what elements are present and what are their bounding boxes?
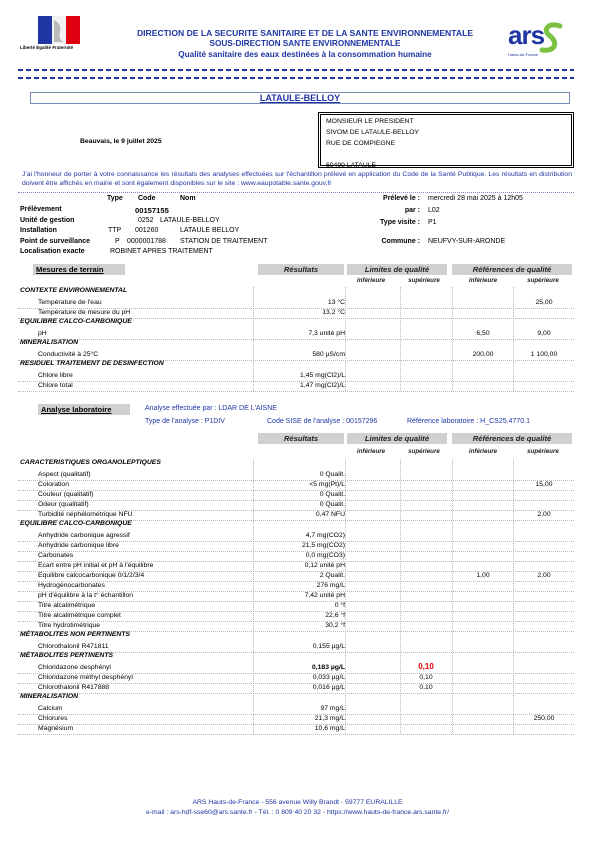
section-label: MINERALISATION	[20, 693, 79, 700]
header-line-2: SOUS-DIRECTION SANTE ENVIRONNEMENTALE	[209, 39, 401, 48]
result-value: 21,3 mg/L	[314, 715, 345, 722]
param-name: pH	[38, 330, 47, 337]
republique-logo	[18, 16, 106, 58]
footer-line-1: ARS Hauts-de-France - 556 avenue Willy Brandt - 59777 EURALILLE	[192, 799, 403, 806]
ars-logo	[508, 20, 572, 60]
intro-text: J'ai l'honneur de porter à votre connaissance les résultats des analyses effectuées sur l'échantillon prélevé en application du Code de la Santé Publique. Les résultats en distribution doivent être affichés en mairie et sont également disponibles sur le site : www.eaupotable.sante.gouv.fr	[22, 171, 572, 187]
param-name: Equilibre calcocarbonique 0/1/2/3/4	[38, 572, 145, 579]
param-name: Aspect (qualitatif)	[38, 471, 91, 478]
result-value: 276 mg/L	[316, 582, 345, 589]
terrain-lim-inf: inférieure	[356, 277, 386, 284]
section-heading	[18, 339, 574, 350]
installation-label: Installation	[20, 227, 57, 234]
section-label: MÉTABOLITES NON PERTINENTS	[20, 631, 131, 638]
ref-superior: 15,00	[535, 481, 553, 488]
address-line-4	[326, 149, 419, 160]
param-name: pH d'équilibre à la t° échantillon	[38, 592, 134, 599]
point-type: P	[115, 238, 120, 245]
ars-logo-text: ars	[508, 20, 545, 50]
result-value: 0,033 µg/L	[312, 674, 345, 681]
localisation-value: ROBINET APRES TRAITEMENT	[110, 248, 213, 255]
result-value: 97 mg/L	[320, 705, 345, 712]
address-block	[326, 116, 419, 171]
footer-line-2: e-mail : ars-hdf-sse60@ars.sante.fr - Tél. : 0 809 40 20 32 - https://www.hauts-de-france.ars.sante.fr/	[146, 809, 449, 816]
result-value: 1,47 mg(Cl2)/L	[300, 382, 345, 389]
section-label: CONTEXTE ENVIRONNEMENTAL	[20, 287, 128, 294]
param-name: Anhydride carbonique agressif	[38, 532, 130, 539]
column-divider	[400, 287, 401, 391]
result-value: 13 °C	[327, 299, 345, 306]
installation-code: 001260	[135, 227, 159, 234]
result-value: 2 Qualit.	[319, 572, 345, 579]
param-name: Titre alcalimétrique	[38, 602, 96, 609]
installation-type: TTP	[108, 227, 122, 234]
result-value: 0,12 unité pH	[304, 562, 345, 569]
param-name: Chloridazone desphényl	[38, 664, 111, 671]
labo-lim-inf: inférieure	[356, 448, 386, 455]
result-value: 0 °f	[334, 602, 345, 609]
terrain-limits-header: Limites de qualité	[364, 265, 430, 274]
result-value: 0 Qualit.	[319, 471, 345, 478]
result-value: 4,7 mg(CO2)	[305, 532, 345, 539]
labo-effectuee: Analyse effectuée par : LDAR DE L'AISNE	[145, 405, 277, 412]
result-value: 580 µS/cm	[312, 351, 345, 358]
date-line: Beauvais, le 9 juillet 2025	[80, 138, 162, 145]
ref-superior: 250,00	[533, 715, 555, 722]
result-value: 0,016 µg/L	[312, 684, 345, 691]
param-name: Chlorothalonil R471811	[38, 643, 109, 650]
address-line-3: RUE DE COMPIEGNE	[326, 140, 396, 147]
result-value: 0 Qualit.	[319, 491, 345, 498]
point-nom: STATION DE TRAITEMENT	[180, 238, 268, 245]
param-name: Turbidité néphélométrique NFU	[38, 511, 133, 518]
labo-results-header: Résultats	[283, 434, 319, 443]
header-line-1: DIRECTION DE LA SECURITE SANITAIRE ET DE LA SANTE ENVIRONNEMENTALE	[136, 28, 474, 38]
preleve-value: mercredi 28 mai 2025 à 12h05	[428, 195, 523, 202]
logo-text	[20, 46, 73, 51]
ref-superior: 2,00	[537, 511, 551, 518]
param-name: Anhydride carbonique libre	[38, 542, 119, 549]
section-heading	[18, 693, 574, 704]
labo-ref-inf: inférieure	[468, 448, 498, 455]
limit-superior: 0,10	[419, 684, 433, 691]
ref-superior: 9,00	[537, 330, 551, 337]
installation-nom: LATAULE BELLOY	[180, 227, 240, 234]
point-label: Point de surveillance	[20, 238, 91, 245]
table-row	[18, 724, 574, 735]
result-value: 21,5 mg(CO2)	[301, 542, 345, 549]
terrain-ref-inf: inférieure	[468, 277, 498, 284]
logo-text-2: Égalité	[36, 45, 52, 50]
point-code: 0000001788	[127, 238, 166, 245]
ref-superior: 1 100,00	[530, 351, 558, 358]
labo-refs-header: Références de qualité	[472, 434, 552, 443]
ref-superior: 2,00	[537, 572, 551, 579]
result-value: 7,42 unité pH	[304, 592, 345, 599]
result-value: 0,155 µg/L	[312, 643, 345, 650]
ars-swoosh-icon	[538, 20, 568, 56]
labo-title: Analyse laboratoire	[41, 405, 112, 414]
table-row	[18, 381, 574, 392]
param-name: Odeur (qualitatif)	[38, 501, 89, 508]
section-heading	[18, 520, 574, 531]
result-value: 0,183 µg/L	[311, 664, 345, 671]
param-name: Chlorothalonil R417888	[38, 684, 110, 691]
param-name: Titre hydrotimétrique	[38, 622, 101, 629]
param-name: Chlore total	[38, 382, 73, 389]
section-heading	[18, 652, 574, 663]
param-name: Chloridazone méthyl desphényl	[38, 674, 133, 681]
unite-nom: LATAULE-BELLOY	[160, 217, 220, 224]
labo-ref-sup: supérieure	[527, 448, 559, 455]
localisation-label: Localisation exacte	[20, 248, 85, 255]
column-divider	[513, 459, 514, 734]
param-name: Titre alcalimétrique complet	[38, 612, 121, 619]
column-divider	[253, 287, 254, 391]
param-name: Conductivité à 25°C	[38, 351, 99, 358]
result-value: 30,2 °f	[325, 622, 345, 629]
labo-lim-sup: supérieure	[408, 448, 440, 455]
result-value: <5 mg(Pt)/L	[309, 481, 345, 488]
terrain-ref-sup: supérieure	[527, 277, 559, 284]
column-divider	[345, 459, 346, 734]
column-divider	[452, 459, 453, 734]
section-label: MÉTABOLITES PERTINENTS	[20, 652, 114, 659]
commune-value: NEUFVY-SUR-ARONDE	[428, 238, 506, 245]
header-type: Type	[107, 195, 123, 202]
result-value: 13,2 °C	[322, 309, 345, 316]
result-value: 0 Qualit.	[319, 501, 345, 508]
section-heading	[18, 287, 574, 298]
result-value: 1,45 mg(Cl2)/L	[300, 372, 345, 379]
labo-type-analyse: Type de l'analyse : P1DIV	[145, 418, 225, 425]
header-code: Code	[138, 195, 156, 202]
info-separator	[18, 192, 574, 193]
page-title: LATAULE-BELLOY	[259, 93, 341, 103]
par-label: par :	[404, 207, 420, 214]
address-line-2: SIVOM DE LATAULE-BELLOY	[326, 129, 420, 136]
section-label: RESIDUEL TRAITEMENT DE DESINFECTION	[20, 360, 164, 367]
ref-inferior: 6,50	[476, 330, 490, 337]
ref-inferior: 200,00	[472, 351, 494, 358]
par-value: L02	[428, 207, 440, 214]
terrain-title: Mesures de terrain	[36, 265, 104, 274]
address-line-5: 60490 LATAULE	[326, 162, 377, 169]
labo-code-sise: Code SISE de l'analyse : 00157296	[267, 418, 378, 425]
unite-code: 0252	[138, 217, 154, 224]
section-label: CARACTERISTIQUES ORGANOLEPTIQUES	[20, 459, 161, 466]
preleve-label: Prélevé le :	[383, 195, 420, 202]
param-name: Magnésium	[38, 725, 74, 732]
terrain-refs-header: Références de qualité	[472, 265, 552, 274]
ref-superior: 25,00	[535, 299, 553, 306]
result-value: 10,6 mg/L	[314, 725, 345, 732]
section-heading	[18, 360, 574, 371]
limit-superior: 0,10	[419, 674, 433, 681]
commune-label: Commune :	[381, 238, 420, 245]
visite-label: Type visite :	[380, 219, 420, 226]
header-divider	[18, 69, 574, 71]
header-divider-2	[18, 77, 574, 79]
param-name: Chlore libre	[38, 372, 73, 379]
param-name: Ecart entre pH initial et pH à l'équilibre	[38, 562, 154, 569]
unite-label: Unité de gestion	[20, 217, 75, 224]
param-name: Chlorures	[38, 715, 68, 722]
section-label: EQUILIBRE CALCO-CARBONIQUE	[20, 520, 132, 527]
logo-text-3: Fraternité	[52, 45, 74, 50]
prelevement-code: 00157155	[135, 206, 169, 215]
column-divider	[253, 459, 254, 734]
param-name: Calcium	[38, 705, 63, 712]
logo-text-1: Liberté	[20, 45, 36, 50]
section-heading	[18, 459, 574, 470]
limit-superior: 0,10	[418, 662, 434, 671]
result-value: 22,6 °f	[325, 612, 345, 619]
header-nom: Nom	[180, 195, 196, 202]
result-value: 0,47 NFU	[315, 511, 345, 518]
ref-inferior: 1,00	[476, 572, 490, 579]
param-name: Température de mesure du pH	[38, 309, 131, 316]
terrain-lim-sup: supérieure	[408, 277, 440, 284]
ars-logo-subtitle: Hauts-de-France	[508, 52, 539, 57]
column-divider	[513, 287, 514, 391]
param-name: Hydrogénocarbonates	[38, 582, 105, 589]
column-divider	[400, 459, 401, 734]
visite-value: P1	[428, 219, 437, 226]
column-divider	[452, 287, 453, 391]
result-value: 7,3 unité pH	[308, 330, 345, 337]
marianne-icon	[18, 16, 106, 58]
terrain-results-header: Résultats	[283, 265, 319, 274]
result-value: 0,0 mg(CO3)	[305, 552, 345, 559]
section-heading	[18, 631, 574, 642]
prelevement-label: Prélèvement	[20, 206, 62, 213]
section-heading	[18, 318, 574, 329]
param-name: Température de l'eau	[38, 299, 102, 306]
labo-limits-header: Limites de qualité	[364, 434, 430, 443]
column-divider	[345, 287, 346, 391]
labo-ref: Référence laboratoire : H_CS25.4770.1	[407, 418, 530, 425]
param-name: Couleur (qualitatif)	[38, 491, 94, 498]
param-name: Coloration	[38, 481, 69, 488]
header-line-3: Qualité sanitaire des eaux destinées à la consommation humaine	[178, 50, 432, 59]
param-name: Carbonates	[38, 552, 74, 559]
address-line-1: MONSIEUR LE PRESIDENT	[326, 118, 414, 125]
section-label: MINERALISATION	[20, 339, 79, 346]
section-label: EQUILIBRE CALCO-CARBONIQUE	[20, 318, 132, 325]
